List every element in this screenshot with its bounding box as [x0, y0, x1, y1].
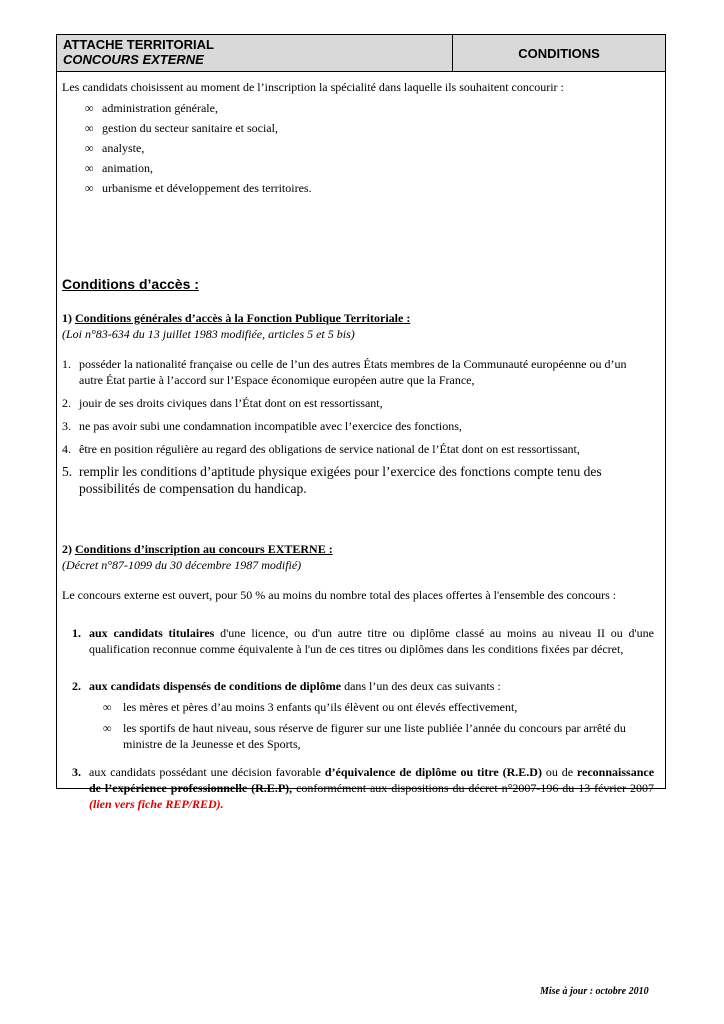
infinity-bullet-icon: ∞ — [103, 700, 112, 714]
section1-item: 5. remplir les conditions d’aptitude physique exigées pour l’exercice des fonctions compte tenu des possibilités de compensation du handicap. — [62, 464, 602, 496]
access-heading: Conditions d’accès : — [62, 276, 199, 292]
section1-item: 3. ne pas avoir subi une condamnation incompatible avec l’exercice des fonctions, — [62, 419, 462, 433]
sub-list-item: ∞ les sportifs de haut niveau, sous réserve de figurer sur une liste publiée l’année du concours par arrêté du ministre de la Jeunesse et des Sports, — [103, 721, 626, 751]
infinity-bullet-icon: ∞ — [85, 161, 94, 175]
rep-red-link[interactable]: (lien vers fiche REP/RED). — [89, 797, 224, 811]
section1-item: 4. être en position régulière au regard des obligations de service national de l’État dont on est ressortissant, — [62, 442, 580, 456]
section2-item: 3. aux candidats possédant une décision favorable d’équivalence de diplôme ou titre (R.E.D) ou de reconnaissance de l’expérience professionnelle (R.E.P), conformément aux dispositions du décret n°2007-196 du 13 février 2007 (lien vers fiche REP/RED). — [72, 765, 655, 811]
header-bar — [57, 35, 665, 72]
section2-intro: Le concours externe est ouvert, pour 50 % au moins du nombre total des places offertes à l'ensemble des concours : — [62, 588, 617, 602]
list-item: ∞ animation, — [85, 161, 153, 175]
section1-reference: (Loi n°83-634 du 13 juillet 1983 modifiée, articles 5 et 5 bis) — [62, 327, 355, 341]
infinity-bullet-icon: ∞ — [85, 121, 94, 135]
infinity-bullet-icon: ∞ — [85, 141, 94, 155]
infinity-bullet-icon: ∞ — [85, 101, 94, 115]
section2-reference: (Décret n°87-1099 du 30 décembre 1987 modifié) — [62, 558, 302, 572]
list-item: ∞ analyste, — [85, 141, 145, 155]
section1-item: 1. posséder la nationalité française ou celle de l’un des autres États membres de la Communauté européenne ou d’un autre État partie à l’accord sur l’Espace économique européen autre que la France, — [62, 357, 627, 387]
header-conditions-label: CONDITIONS — [518, 45, 600, 61]
section1-item: 2. jouir de ses droits civiques dans l’État dont on est ressortissant, — [62, 396, 383, 410]
infinity-bullet-icon: ∞ — [103, 721, 112, 735]
section2-item: 1. aux candidats titulaires d'une licence, ou d'un autre titre ou diplôme classé au moins au niveau II ou d'une qualification reconnue comme équivalente à l'un de ces titres ou diplômes dans les conditions fixées par décret, — [72, 626, 655, 656]
header-title — [57, 35, 453, 71]
list-item: ∞ urbanisme et développement des territoires. — [85, 181, 312, 195]
update-date: Mise à jour : octobre 2010 — [540, 986, 649, 997]
list-item: ∞ administration générale, — [85, 101, 218, 115]
sub-list-item: ∞ les mères et pères d’au moins 3 enfants qu’ils élèvent ou ont élevés effectivement, — [103, 700, 518, 714]
header-title-line2: CONCOURS EXTERNE — [63, 52, 204, 67]
document-frame — [56, 34, 666, 811]
section2-title: 2) Conditions d’inscription au concours EXTERNE : — [62, 542, 333, 556]
infinity-bullet-icon: ∞ — [85, 181, 94, 195]
section1-title: 1) Conditions générales d’accès à la Fonction Publique Territoriale : — [62, 311, 411, 325]
list-item: ∞ gestion du secteur sanitaire et social, — [85, 121, 278, 135]
section2-item: 2. aux candidats dispensés de conditions de diplôme dans l’un des deux cas suivants : — [72, 679, 501, 693]
intro-text: Les candidats choisissent au moment de l’inscription la spécialité dans laquelle ils souhaitent concourir : — [62, 80, 564, 94]
header-title-line1: ATTACHE TERRITORIAL — [63, 37, 214, 52]
